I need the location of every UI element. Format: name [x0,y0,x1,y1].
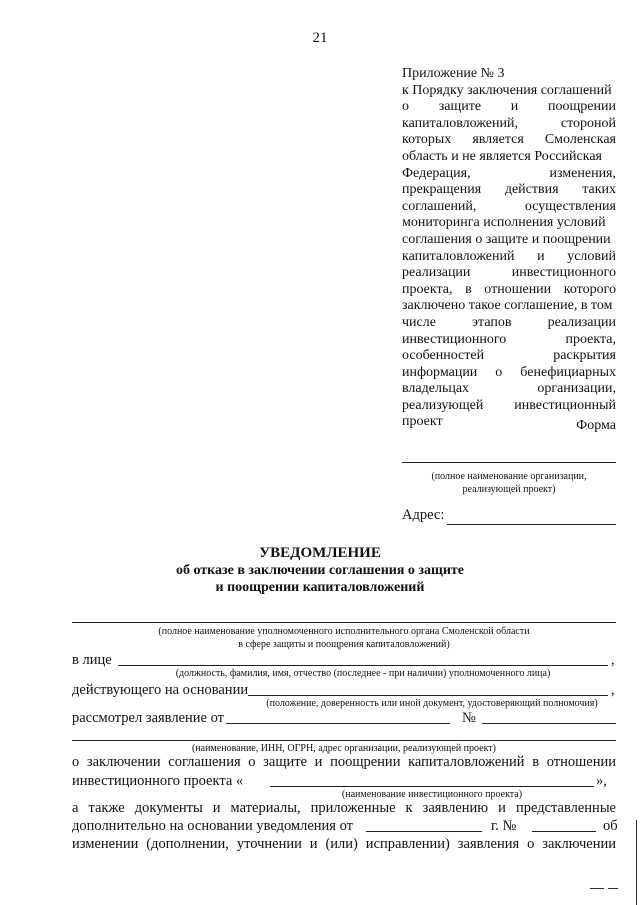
org-details-line [72,740,616,741]
appendix-line: к Порядку заключения соглашений [402,82,612,98]
org-name-line [402,462,616,463]
org-details-caption: (наименование, ИНН, ОГРН, адрес организации, реализующей проект) [191,743,497,754]
appendix-line: о защите и поощрении [402,99,616,115]
appendix-line: владельцах организации, [402,381,616,397]
number-sign: № [462,710,476,726]
project-quote-close: », [596,773,607,789]
appendix-line: реализующей инвестиционный [402,397,616,413]
text-line-docs: а также документы и материалы, приложенные к заявлению и представленные [72,800,616,816]
in-person-label: в лице [72,652,112,668]
doc-subtitle-2: и поощрении капиталовложений [215,580,425,595]
year-number-label: г. № [491,818,517,834]
text-line-conclusion: о заключении соглашения о защите и поощрении капиталовложений в отношении [72,754,616,770]
scan-mark [608,888,618,889]
appendix-line: соглашений, осуществления [402,198,616,214]
appendix-line: соглашения о защите и поощрении [402,231,611,247]
appendix-line: информации о бенефициарных [402,364,616,380]
appendix-line: Приложение № 3 [402,66,505,81]
acting-line [248,695,608,696]
project-name-line [270,786,594,787]
reviewed-label: рассмотрел заявление от [72,710,224,726]
appendix-line: капиталовложений и условий [402,248,616,264]
appendix-line: инвестиционного проекта, [402,331,616,347]
org-name-caption-1: (полное наименование организации, [431,471,587,482]
appendix-line: Федерация, изменения, [402,165,616,181]
appendix-line: мониторинга исполнения условий [402,215,606,231]
authority-line [72,622,616,623]
project-caption: (наименование инвестиционного проекта) [341,789,523,800]
address-label: Адрес: [402,507,445,523]
appendix-line: реализации инвестиционного [402,265,616,281]
appendix-line: заключено такое соглашение, в том [402,298,613,314]
person-caption: (должность, фамилия, имя, отчество (последнее - при наличии) уполномоченного лица) [175,668,551,679]
appendix-line: область и не является Российская [402,148,602,164]
appendix-line: числе этапов реализации [402,314,616,330]
doc-subtitle-1: об отказе в заключении соглашения о защите [175,563,465,578]
date-line [226,723,450,724]
number-line [482,723,616,724]
scan-edge [636,820,640,905]
org-name-caption-2: реализующей проект) [462,484,556,495]
acting-caption: (положение, доверенность или иной документ, удостоверяющий полномочия) [266,698,598,709]
scan-mark [590,888,604,889]
text-line-project: инвестиционного проекта « [72,773,244,789]
appendix-block [402,66,616,431]
page-number: 21 [312,30,328,46]
doc-title: УВЕДОМЛЕНИЕ [259,545,381,561]
person-line [118,665,608,666]
authority-caption-1: (полное наименование уполномоченного исполнительного органа Смоленской области [158,626,530,637]
appendix-line: которых является Смоленская [402,132,616,148]
authority-caption-2: в сфере защиты и поощрения капиталовложений) [238,639,450,650]
acting-label: действующего на основании [72,682,249,698]
appendix-line: прекращения действия таких [402,182,616,198]
appendix-line: особенностей раскрытия [402,348,616,364]
notice-number-line [532,831,596,832]
about-label: об [603,818,618,834]
form-label: Форма [576,418,616,433]
text-line-change: изменении (дополнении, уточнении и (или) исправлении) заявления о заключении [72,836,616,852]
comma: , [611,682,615,698]
appendix-line: проект [402,414,443,430]
comma: , [611,652,615,668]
address-line [447,524,616,525]
notice-date-line [366,831,482,832]
appendix-line: капиталовложений, стороной [402,115,616,131]
appendix-line: проекта, в отношении которого [402,281,616,297]
text-line-additional: дополнительно на основании уведомления от [72,818,353,834]
